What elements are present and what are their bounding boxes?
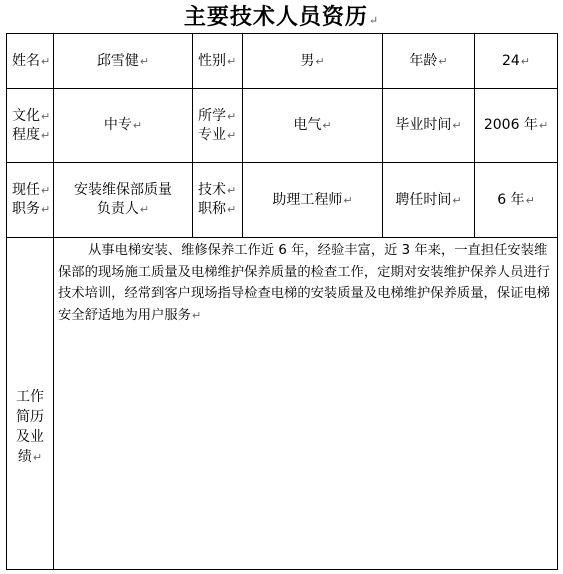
experience-label-line-3: 及业	[16, 429, 44, 445]
major-label-line-2: 专业	[198, 126, 226, 143]
tech-title-label-line-1: 技术	[198, 182, 226, 198]
return-mark: ↵	[315, 54, 325, 68]
return-mark: ↵	[132, 119, 143, 132]
graduation-value: 2006 年	[483, 117, 538, 133]
row-education	[7, 89, 558, 163]
return-mark: ↵	[41, 109, 51, 123]
title-text: 主要技术人员资历	[183, 4, 368, 30]
position-value-cell	[54, 163, 193, 238]
return-mark: ↵	[520, 54, 531, 68]
row-experience	[7, 238, 558, 570]
position-label-line-1: 现任	[12, 182, 40, 198]
major-value-cell	[243, 89, 383, 163]
name-value: 邱雪健	[96, 52, 139, 69]
return-mark: ↵	[191, 308, 202, 322]
gender-value-cell	[243, 34, 383, 89]
row-name	[7, 34, 558, 89]
tech-title-value-cell	[243, 163, 383, 238]
tech-title-label-line-2: 职称	[198, 201, 226, 217]
return-mark: ↵	[227, 54, 237, 68]
graduation-label: 毕业时间	[395, 117, 452, 133]
experience-paragraph	[58, 240, 554, 326]
graduation-label-cell	[383, 89, 475, 163]
return-mark: ↵	[538, 119, 549, 132]
education-value: 中专	[103, 117, 132, 133]
return-mark: ↵	[322, 119, 332, 132]
return-mark: ↵	[41, 203, 51, 216]
age-value-cell	[475, 34, 558, 89]
return-mark: ↵	[139, 54, 150, 68]
return-mark: ↵	[139, 203, 150, 216]
tenure-value: 6 年	[497, 191, 525, 208]
age-label: 年龄	[409, 52, 438, 69]
education-label-cell	[7, 89, 54, 163]
return-mark: ↵	[32, 451, 43, 464]
gender-value: 男	[300, 52, 315, 69]
name-label-cell	[7, 34, 54, 89]
major-label-line-1: 所学	[198, 107, 226, 124]
row-position	[7, 163, 558, 238]
return-mark: ↵	[227, 109, 237, 123]
gender-label-cell	[193, 34, 243, 89]
name-label: 姓名	[12, 52, 40, 69]
return-mark: ↵	[227, 203, 237, 216]
return-mark: ↵	[227, 128, 237, 142]
return-mark: ↵	[368, 14, 380, 27]
resume-table	[6, 33, 558, 570]
position-value-line-2: 负责人	[96, 201, 139, 217]
return-mark: ↵	[41, 54, 51, 68]
return-mark: ↵	[438, 54, 448, 68]
tech-title-label-cell	[193, 163, 243, 238]
return-mark: ↵	[41, 184, 51, 197]
position-label-cell	[7, 163, 54, 238]
education-value-cell	[54, 89, 193, 163]
return-mark: ↵	[452, 193, 462, 207]
age-label-cell	[383, 34, 475, 89]
experience-label-line-1: 工作	[16, 389, 44, 405]
gender-label: 性别	[198, 52, 226, 69]
tenure-value-cell	[475, 163, 558, 238]
major-label-cell	[193, 89, 243, 163]
name-value-cell	[54, 34, 193, 89]
experience-label-line-4: 绩	[17, 449, 32, 465]
return-mark: ↵	[227, 184, 237, 197]
experience-text-cell	[54, 238, 558, 570]
position-value-line-1: 安装维保部质量	[74, 182, 172, 198]
education-label-line-1: 文化	[12, 107, 40, 124]
education-label-line-2: 程度	[12, 126, 40, 143]
return-mark: ↵	[452, 119, 462, 132]
tenure-label: 聘任时间	[395, 191, 452, 208]
age-value: 24	[501, 52, 520, 69]
experience-text: 从事电梯安装、维修保养工作近 6 年，经验丰富，近 3 年来，一直担任安装维保部的现场施工质量及电梯维护保养质量的检查工作，定期对安装维护保养人员进行技术培训，经常到客户现场指导检查电梯的安装质量及电梯维护保养质量，保证电梯安全舒适地为用户服务	[58, 243, 550, 323]
document-title	[0, 2, 563, 36]
experience-label-cell	[7, 238, 54, 570]
position-label-line-2: 职务	[12, 201, 40, 217]
tenure-label-cell	[383, 163, 475, 238]
tech-title-value: 助理工程师	[272, 191, 343, 208]
return-mark: ↵	[41, 128, 51, 142]
graduation-value-cell	[475, 89, 558, 163]
return-mark: ↵	[525, 193, 535, 207]
return-mark: ↵	[343, 193, 353, 207]
experience-label-line-2: 简历	[16, 409, 44, 425]
major-value: 电气	[293, 117, 322, 133]
